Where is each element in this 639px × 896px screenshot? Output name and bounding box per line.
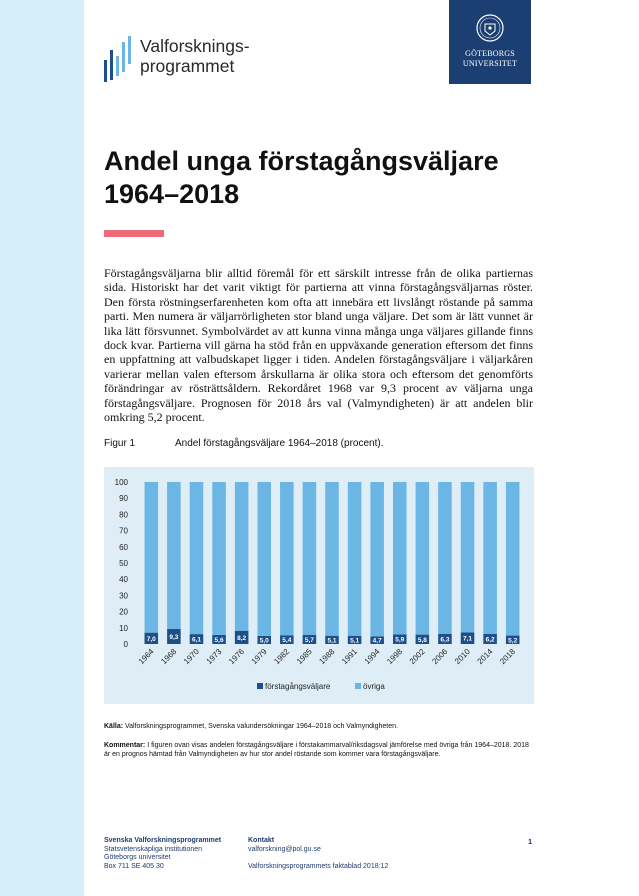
footer-contact-label: Kontakt bbox=[248, 837, 275, 844]
x-tick-label: 1985 bbox=[294, 647, 314, 666]
y-tick-label: 80 bbox=[119, 510, 128, 520]
bar-ovriga bbox=[370, 482, 384, 636]
logo-text bbox=[140, 36, 250, 76]
x-tick-label: 2010 bbox=[452, 647, 472, 666]
comment-text: I figuren ovan visas andelen förstagångsväljare i förstakammarval/riksdagsval jämförelse med övriga från 1964–2018. 2018 är en prognos hämtad från Valmyndigheten av hur stor andel röstande som kommer vara förstagångsväljare. bbox=[104, 742, 529, 758]
figure-label: Figur 1 bbox=[104, 438, 136, 449]
data-label: 5,0 bbox=[259, 637, 269, 645]
legend-label-forstagangsvaljare: förstagångsväljare bbox=[265, 682, 331, 691]
y-tick-label: 30 bbox=[119, 591, 128, 601]
logo-line1: Valforsknings- bbox=[140, 36, 250, 56]
x-tick-label: 2014 bbox=[475, 647, 495, 666]
data-label: 5,1 bbox=[327, 637, 337, 645]
bar-ovriga bbox=[190, 482, 204, 634]
x-tick-label: 1982 bbox=[272, 647, 292, 666]
y-tick-label: 100 bbox=[114, 478, 128, 487]
figure-title: Andel förstagångsväljare 1964–2018 (procent). bbox=[175, 438, 384, 449]
title-accent-rule bbox=[104, 230, 164, 237]
logo-line2: programmet bbox=[140, 56, 235, 76]
x-tick-label: 2018 bbox=[498, 647, 518, 666]
page-number: 1 bbox=[528, 837, 533, 846]
legend-label-ovriga: övriga bbox=[363, 682, 385, 691]
data-label: 4,7 bbox=[372, 637, 382, 645]
data-label: 7,0 bbox=[146, 635, 156, 643]
bar-ovriga bbox=[483, 482, 497, 634]
y-tick-label: 70 bbox=[119, 526, 128, 536]
bar-ovriga bbox=[235, 482, 249, 631]
x-tick-label: 1973 bbox=[204, 647, 224, 666]
data-label: 9,3 bbox=[169, 633, 179, 641]
data-label: 6,1 bbox=[191, 636, 201, 644]
university-logo bbox=[449, 0, 531, 84]
bar-chart bbox=[104, 467, 534, 704]
data-label: 6,2 bbox=[485, 636, 495, 644]
data-label: 5,7 bbox=[304, 636, 314, 644]
data-label: 5,6 bbox=[214, 636, 224, 644]
source-note bbox=[104, 722, 544, 731]
y-tick-label: 60 bbox=[119, 542, 128, 552]
x-tick-label: 1991 bbox=[340, 647, 360, 666]
footer-university: Göteborgs universitet bbox=[104, 854, 171, 861]
footer-contact-block bbox=[248, 837, 388, 871]
x-tick-label: 1988 bbox=[317, 647, 337, 666]
x-tick-label: 2006 bbox=[430, 647, 450, 666]
side-stripe bbox=[0, 0, 84, 896]
footer-org: Svenska Valforskningsprogrammet bbox=[104, 837, 222, 844]
intro-paragraph: Förstagångsväljarna blir alltid föremål för ett särskilt intresse från de olika partiernas sida. Historiskt har det varit viktigt för partierna att vinna förstagångsväljarnas röster. Den första röstningserfarenheten kom ofta att innebära ett livslångt röstande på samma parti. Men numera är väljarrörligheten stor bland unga väljare. Det som är lätt vunnet är lika lätt försvunnet. Symbolvärdet av att kunna vinna många unga väljares gillande finns dock kvar. Partierna vill gärna ha stöd från en uppväxande generation eftersom det finns en uppfattning att valbudskapet ligger i tiden. Andelen förstagångsväljare i väljarkåren varierar mellan valen eftersom årskullarna är olika stora och eftersom det genomförts förändringar av rösträttsåldern. Rekordåret 1968 var 9,3 procent av väljarna unga förstagångsväljare. Prognosen för 2018 års val (Valmyndigheten) är att andelen blir omkring 5,2 procent. bbox=[104, 266, 533, 425]
data-label: 6,3 bbox=[440, 636, 450, 644]
bar-ovriga bbox=[393, 482, 407, 634]
university-line2: UNIVERSITET bbox=[462, 59, 518, 68]
x-tick-label: 1976 bbox=[227, 647, 247, 666]
bar-ovriga bbox=[212, 482, 226, 635]
data-label: 5,8 bbox=[417, 636, 427, 644]
university-line1: GÖTEBORGS bbox=[465, 49, 515, 58]
bar-ovriga bbox=[438, 482, 452, 634]
x-tick-label: 1979 bbox=[249, 647, 269, 666]
x-tick-label: 1968 bbox=[159, 647, 179, 666]
bar-ovriga bbox=[303, 482, 317, 635]
data-label: 7,1 bbox=[463, 635, 473, 643]
footer-series: Valforskningsprogrammets faktablad 2018:12 bbox=[248, 862, 389, 870]
university-seal-icon bbox=[476, 14, 504, 42]
bar-ovriga bbox=[325, 482, 339, 636]
data-label: 5,2 bbox=[508, 637, 518, 645]
bar-ovriga bbox=[416, 482, 430, 635]
y-tick-label: 40 bbox=[119, 575, 128, 585]
y-tick-label: 10 bbox=[119, 623, 128, 633]
bar-ovriga bbox=[506, 482, 520, 636]
source-label: Källa: bbox=[104, 723, 124, 730]
comment-label: Kommentar: bbox=[104, 742, 146, 749]
source-text: Valforskningsprogrammet, Svenska valundersökningar 1964–2018 och Valmyndigheten. bbox=[125, 723, 398, 730]
bar-ovriga bbox=[280, 482, 294, 635]
bar-ovriga bbox=[257, 482, 271, 636]
legend-swatch-forstagangsvaljare bbox=[257, 683, 263, 689]
footer-dept: Statsvetenskapliga institutionen bbox=[104, 845, 203, 853]
legend-swatch-ovriga bbox=[355, 683, 361, 689]
page-title bbox=[104, 145, 544, 211]
data-label: 8,2 bbox=[237, 634, 247, 642]
bar-ovriga bbox=[167, 482, 181, 629]
logo-bars-icon bbox=[104, 36, 132, 82]
data-label: 5,1 bbox=[350, 637, 360, 645]
y-tick-label: 90 bbox=[119, 494, 128, 504]
footer-org-block bbox=[104, 837, 221, 871]
title-line1: Andel unga förstagångsväljare bbox=[104, 146, 499, 176]
y-tick-label: 50 bbox=[119, 559, 128, 568]
bar-ovriga bbox=[461, 482, 475, 632]
data-label: 5,4 bbox=[282, 637, 292, 645]
x-tick-label: 2002 bbox=[407, 647, 427, 666]
footer-address: Box 711 SE 405 30 bbox=[104, 862, 164, 870]
bar-ovriga bbox=[348, 482, 362, 636]
footer-email[interactable]: valforskning@pol.gu.se bbox=[248, 845, 321, 853]
x-tick-label: 1964 bbox=[136, 647, 156, 666]
x-tick-label: 1994 bbox=[362, 647, 382, 666]
data-label: 5,9 bbox=[395, 636, 405, 644]
bar-ovriga bbox=[145, 482, 159, 633]
y-tick-label: 0 bbox=[123, 640, 128, 649]
y-tick-label: 20 bbox=[119, 607, 128, 617]
chart-svg bbox=[104, 467, 534, 704]
x-tick-label: 1970 bbox=[181, 647, 201, 666]
x-tick-label: 1998 bbox=[385, 647, 405, 666]
title-line2: 1964–2018 bbox=[104, 179, 240, 209]
comment-note bbox=[104, 741, 534, 759]
